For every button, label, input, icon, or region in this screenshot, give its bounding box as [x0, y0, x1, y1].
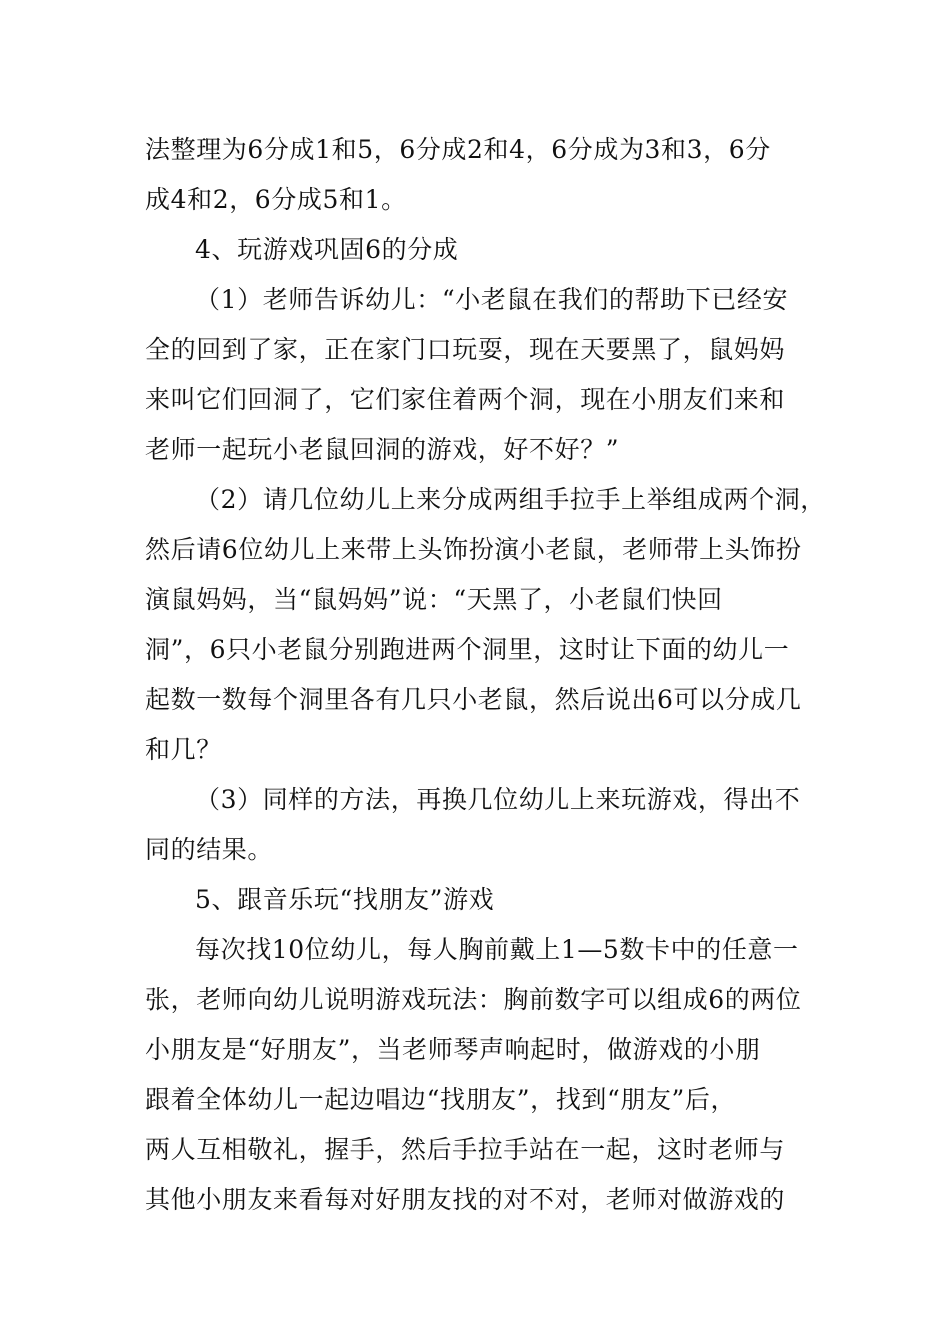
text-line: 两人互相敬礼，握手，然后手拉手站在一起，这时老师与 — [145, 1135, 786, 1164]
text-line: （2）请几位幼儿上来分成两组手拉手上举组成两个洞， — [195, 485, 826, 514]
text-line: 同的结果。 — [145, 835, 274, 864]
text-line: 全的回到了家，正在家门口玩耍，现在天要黑了，鼠妈妈 — [145, 335, 786, 364]
text-line: 小朋友是“好朋友”，当老师琴声响起时，做游戏的小朋 — [145, 1035, 761, 1064]
text-line: （1）老师告诉幼儿：“小老鼠在我们的帮助下已经安 — [195, 285, 789, 314]
text-line: 法整理为6分成1和5，6分成2和4，6分成为3和3，6分 — [145, 135, 771, 164]
section-heading: 5、跟音乐玩“找朋友”游戏 — [195, 885, 495, 914]
text-line: 老师一起玩小老鼠回洞的游戏，好不好？” — [145, 435, 620, 464]
text-line: 张，老师向幼儿说明游戏玩法：胸前数字可以组成6的两位 — [145, 985, 802, 1014]
text-line: 和几？ — [145, 735, 222, 764]
text-line: 起数一数每个洞里各有几只小老鼠，然后说出6可以分成几 — [145, 685, 802, 714]
text-line: 来叫它们回洞了，它们家住着两个洞，现在小朋友们来和 — [145, 385, 786, 414]
text-line: （3）同样的方法，再换几位幼儿上来玩游戏，得出不 — [195, 785, 801, 814]
section-heading: 4、玩游戏巩固6的分成 — [195, 235, 459, 264]
text-line: 然后请6位幼儿上来带上头饰扮演小老鼠，老师带上头饰扮 — [145, 535, 802, 564]
text-line: 成4和2，6分成5和1。 — [145, 185, 407, 214]
text-line: 每次找10位幼儿，每人胸前戴上1—5数卡中的任意一 — [195, 935, 799, 964]
text-line: 演鼠妈妈，当“鼠妈妈”说：“天黑了，小老鼠们快回 — [145, 585, 723, 614]
text-line: 洞”，6只小老鼠分别跑进两个洞里，这时让下面的幼儿一 — [145, 635, 790, 664]
text-line: 其他小朋友来看每对好朋友找的对不对，老师对做游戏的 — [145, 1185, 786, 1214]
text-line: 跟着全体幼儿一起边唱边“找朋友”，找到“朋友”后， — [145, 1085, 737, 1114]
